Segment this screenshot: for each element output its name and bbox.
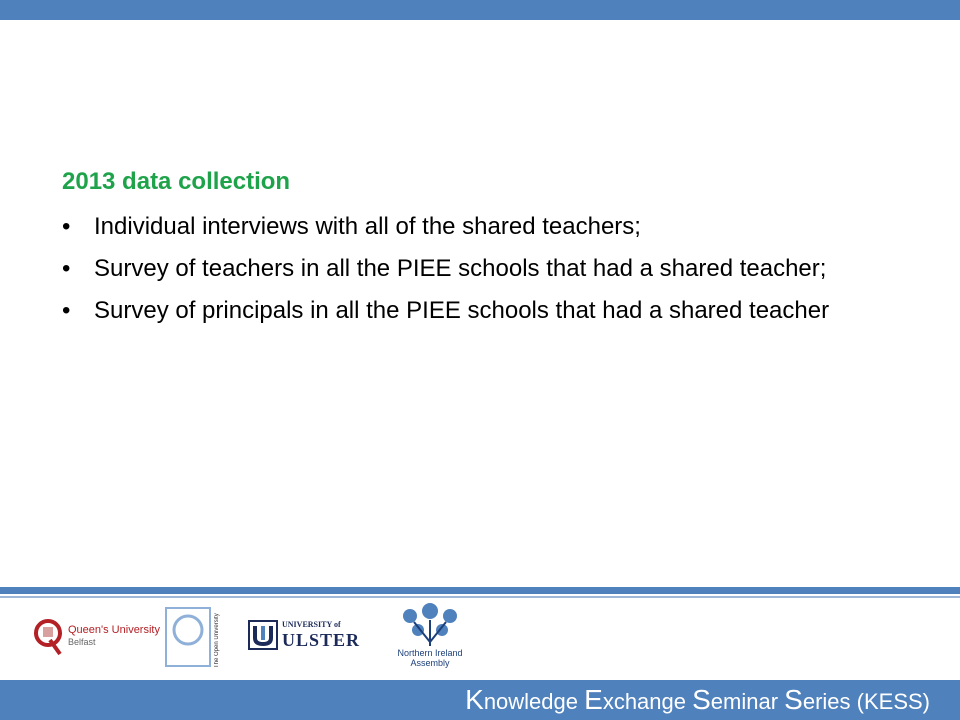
bullet-item bbox=[62, 252, 882, 286]
bullet-text: Individual interviews with all of the shared teachers; bbox=[94, 213, 641, 240]
kess-word-2: xchange bbox=[602, 689, 693, 714]
ni-assembly-logo bbox=[384, 602, 476, 678]
kess-cap-s: S bbox=[692, 684, 711, 715]
footer-divider-bar bbox=[0, 587, 960, 594]
bullet-marker: • bbox=[62, 297, 71, 324]
kess-cap-e: E bbox=[584, 684, 603, 715]
ulster-university-logo bbox=[248, 620, 370, 650]
qub-text bbox=[68, 624, 160, 648]
ulster-crest-icon bbox=[248, 620, 278, 650]
kess-cap-k: K bbox=[465, 684, 484, 715]
bullet-marker: • bbox=[62, 213, 71, 240]
bullet-list bbox=[62, 210, 882, 328]
ou-shield-icon bbox=[164, 606, 212, 668]
nia-line2: Assembly bbox=[410, 658, 450, 668]
qub-crest-icon bbox=[34, 618, 64, 656]
queens-university-logo bbox=[34, 614, 160, 664]
nia-line1: Northern Ireland bbox=[397, 648, 463, 658]
qub-location: Belfast bbox=[68, 637, 96, 647]
footer-divider-line bbox=[0, 596, 960, 598]
flax-flower-icon bbox=[384, 602, 476, 648]
kess-series-title bbox=[465, 683, 930, 719]
bullet-item bbox=[62, 294, 882, 328]
qub-name: Queen's University bbox=[68, 624, 160, 636]
bullet-text: Survey of principals in all the PIEE schools that had a shared teacher bbox=[94, 297, 830, 324]
ou-name: The Open University bbox=[214, 613, 220, 668]
slide-content bbox=[62, 166, 882, 336]
slide-heading: 2013 data collection bbox=[62, 168, 291, 195]
ulster-name: ULSTER bbox=[282, 630, 361, 650]
ulster-subtitle: UNIVERSITY of bbox=[282, 620, 341, 629]
footer-bar bbox=[0, 680, 960, 720]
bullet-marker: • bbox=[62, 255, 71, 282]
bullet-text: Survey of teachers in all the PIEE schools that had a shared teacher; bbox=[94, 255, 827, 282]
partner-logos bbox=[0, 600, 960, 680]
top-accent-bar bbox=[0, 0, 960, 20]
kess-word-4: eries (KESS) bbox=[802, 689, 930, 714]
nia-name bbox=[384, 648, 476, 668]
open-university-logo bbox=[164, 606, 226, 668]
kess-word-1: nowledge bbox=[483, 689, 585, 714]
bullet-item bbox=[62, 210, 882, 244]
kess-cap-s2: S bbox=[784, 684, 803, 715]
kess-word-3: eminar bbox=[710, 689, 785, 714]
